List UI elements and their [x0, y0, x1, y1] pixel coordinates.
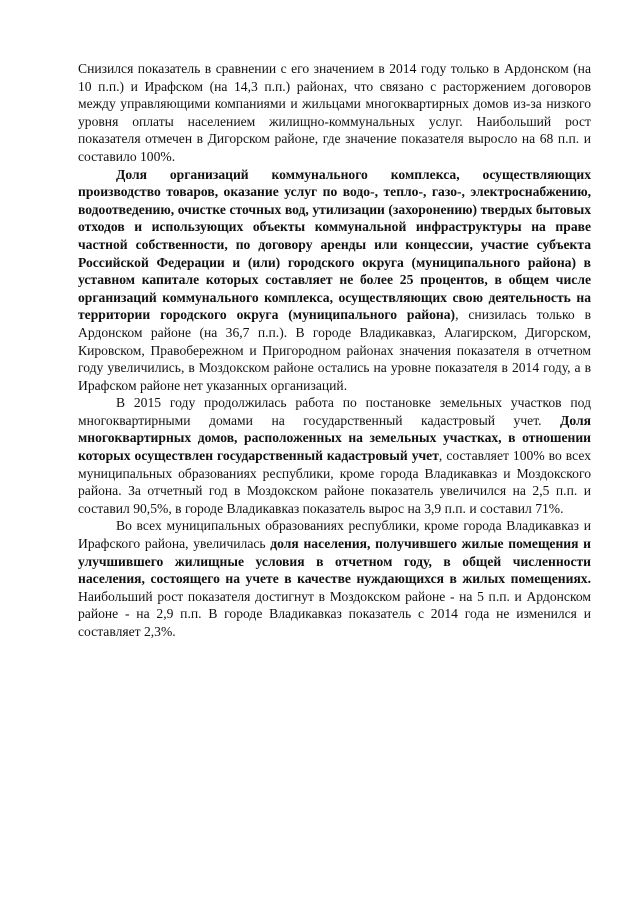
paragraph-1: [78, 60, 591, 166]
paragraph-2-bold: Доля организаций коммунального комплекса, осуществляющих производство товаров, оказание услуг по водо-, тепло-, газо-, электроснабжению, водоотведению, очистке сточных вод, утилизации (захоронению) твердых бытовых отходов и использующих объекты коммунальной инфраструктуры на праве частной собственности, по договору аренды или концессии, участие субъекта Российской Федерации и (или) городского округа (муниципального района) в уставном капитале которых составляет не более 25 процентов, в общем числе организаций коммунального комплекса, осуществляющих свою деятельность на территории городского округа (муниципального района): [78, 166, 591, 323]
paragraph-4-bold: доля населения, получившего жилые помещения и улучшившего жилищные условия в отчетном году, в общей численности населения, состоящего на учете в качестве нуждающихся в жилых помещениях.: [78, 536, 591, 587]
paragraph-4: [78, 517, 591, 640]
paragraph-3-bold: Доля многоквартирных домов, расположенных на земельных участках, в отношении которых осуществлен государственный кадастровый учет: [78, 412, 591, 464]
paragraph-3-text-2: , составляет 100% во всех муниципальных образованиях республики, кроме города Владикавказ и Моздокского района. За отчетный год в Моздокском районе показатель увеличился на 2,5 п.п. и составил 90,5%, в городе Владикавказ показатель вырос на 3,9 п.п. и составил 71%.: [78, 448, 591, 516]
paragraph-4-text-1: Во всех муниципальных образованиях республики, кроме города Владикавказ и Ирафского района, увеличилась: [78, 518, 591, 552]
document-page: [78, 60, 591, 641]
paragraph-2-text: , снизилась только в Ардонском районе (на 36,7 п.п.). В городе Владикавказ, Алагирском, Дигорском, Кировском, Правобережном и Пригородном районах значения показателя в отчетном году увеличились, в Моздокском районе остались на уровне показателя в 2014 году, а в Ирафском районе нет указанных организаций.: [78, 307, 591, 393]
paragraph-3: [78, 394, 591, 517]
paragraph-1-text: Снизился показатель в сравнении с его значением в 2014 году только в Ардонском (на 10 п.п.) и Ирафском (на 14,3 п.п.) районах, что связано с расторжением договоров между управляющими компаниями и жильцами многоквартирных домов из-за низкого уровня оплаты населением жилищно-коммунальных услуг. Наибольший рост показателя отмечен в Дигорском районе, где значение показателя выросло на 68 п.п. и составило 100%.: [78, 61, 591, 164]
paragraph-4-text-2: Наибольший рост показателя достигнут в Моздокском районе - на 5 п.п. и Ардонском районе - на 2,9 п.п. В городе Владикавказ показатель с 2014 года не изменился и составляет 2,3%.: [78, 588, 591, 639]
paragraph-2: [78, 166, 591, 395]
paragraph-3-text-1: В 2015 году продолжилась работа по постановке земельных участков под многоквартирными домами на государственный кадастровый учет.: [78, 395, 591, 428]
